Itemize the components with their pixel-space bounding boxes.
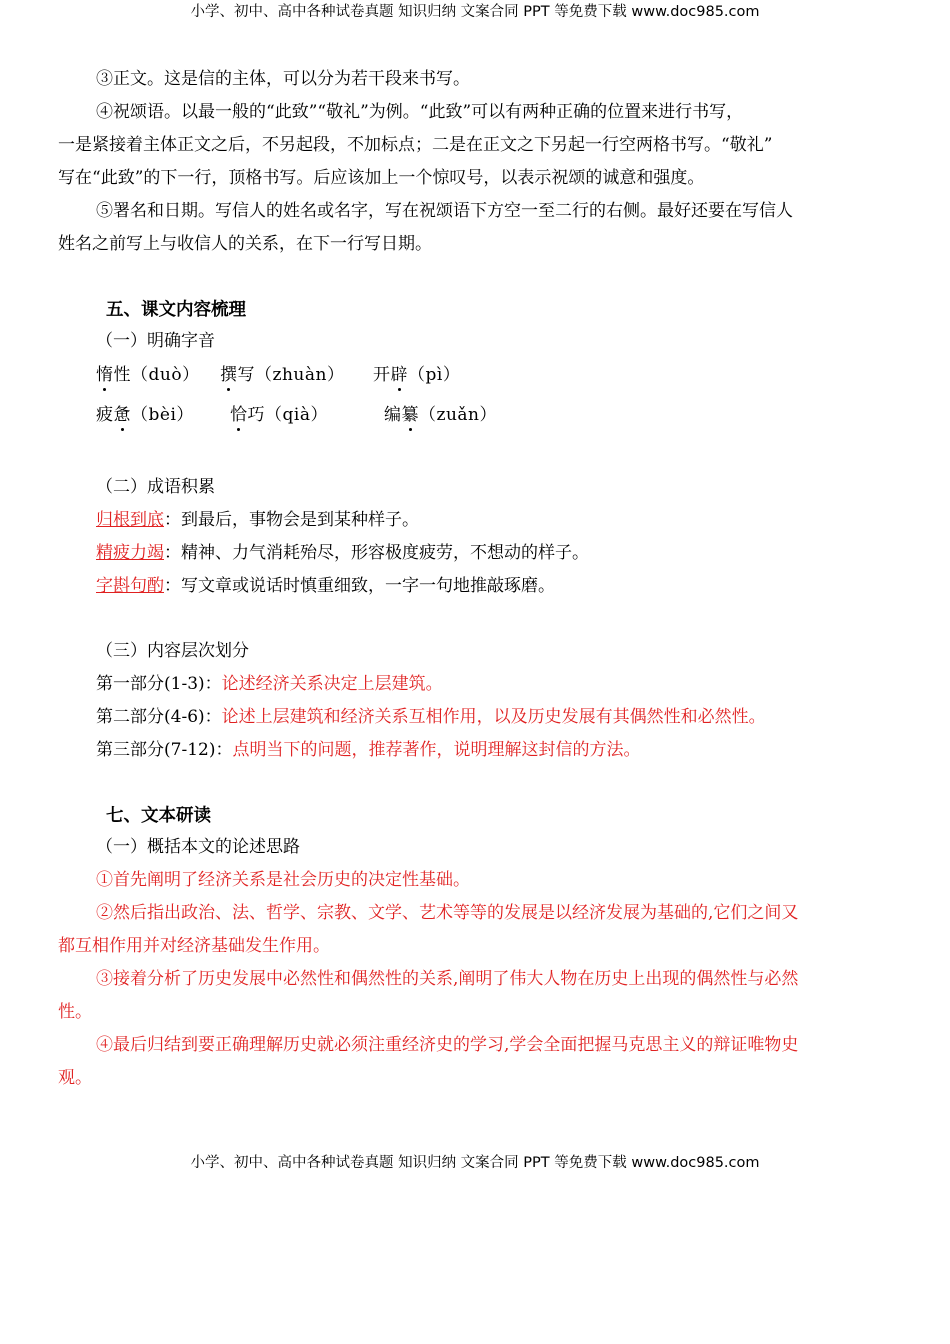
paragraph-salutation-line1: ④祝颂语。以最一般的“此致”“敬礼”为例。“此致”可以有两种正确的位置来进行书写， (96, 102, 744, 122)
structure-subtitle: （三）内容层次划分 (96, 641, 249, 661)
argument-point-2-line1: ②然后指出政治、法、哲学、宗教、文学、艺术等等的发展是以经济发展为基础的,它们之间又 (96, 903, 799, 923)
argument-point-4-line2: 观。 (58, 1068, 92, 1088)
pronunciation-subtitle: （一）明确字音 (96, 331, 215, 351)
part-text: 点明当下的问题，推荐著作，说明理解这封信的方法。 (232, 740, 641, 760)
part-text: 论述经济关系决定上层建筑。 (221, 674, 443, 694)
emphasis-char: 撰 (220, 365, 238, 385)
argument-point-1: ①首先阐明了经济关系是社会历史的决定性基础。 (96, 870, 470, 890)
paragraph-salutation-line3: 写在“此致”的下一行，顶格书写。后应该加上一个惊叹号，以表示祝颂的诚意和强度。 (58, 168, 705, 188)
idiom-definition: ：到最后，事物会是到某种样子。 (164, 510, 419, 530)
emphasis-char: 惰 (96, 365, 114, 385)
part-text: 论述上层建筑和经济关系互相作用，以及历史发展有其偶然性和必然性。 (221, 707, 766, 727)
section5-title: 五、课文内容梳理 (106, 300, 246, 320)
section7-title: 七、文本研读 (106, 806, 211, 826)
pron-item-1: 惰性（duò） (96, 365, 200, 385)
idiom-definition: ：精神、力气消耗殆尽，形容极度疲劳，不想动的样子。 (164, 543, 589, 563)
pron-item-2: 撰写（zhuàn） (220, 365, 345, 385)
structure-part (96, 673, 443, 695)
part-label: 第二部分(4-6)： (96, 707, 222, 727)
idiom-definition: ：写文章或说话时慎重细致，一字一句地推敲琢磨。 (164, 576, 555, 596)
argument-point-4-line1: ④最后归结到要正确理解历史就必须注重经济史的学习,学会全面把握马克思主义的辩证唯物史 (96, 1035, 799, 1055)
argument-point-2-line2: 都互相作用并对经济基础发生作用。 (58, 936, 330, 956)
idiom-term: 精疲力竭 (96, 543, 164, 563)
pron-item-5: 恰巧（qià） (230, 405, 328, 425)
structure-part (96, 739, 640, 761)
paragraph-main-body: ③正文。这是信的主体，可以分为若干段来书写。 (96, 69, 470, 89)
idiom-item (96, 542, 589, 564)
pron-item-4: 疲惫（bèi） (96, 405, 194, 425)
structure-part (96, 706, 766, 728)
idioms-subtitle: （二）成语积累 (96, 477, 215, 497)
emphasis-char: 惫 (113, 405, 131, 425)
pron-item-6: 编纂（zuǎn） (384, 405, 497, 425)
emphasis-char: 恰 (230, 405, 248, 425)
pron-item-3: 开辟（pì） (373, 365, 461, 385)
argument-point-3-line2: 性。 (58, 1002, 92, 1022)
page-footer: 小学、初中、高中各种试卷真题 知识归纳 文案合同 PPT 等免费下载 www.doc985.com (190, 1155, 760, 1171)
emphasis-char: 辟 (390, 365, 408, 385)
page-header: 小学、初中、高中各种试卷真题 知识归纳 文案合同 PPT 等免费下载 www.doc985.com (190, 4, 760, 20)
paragraph-salutation-line2: 一是紧接着主体正文之后，不另起段，不加标点；二是在正文之下另起一行空两格书写。“敬礼” (58, 135, 773, 155)
idiom-term: 归根到底 (96, 510, 164, 530)
emphasis-char: 纂 (401, 405, 419, 425)
paragraph-signature-line2: 姓名之前写上与收信人的关系，在下一行写日期。 (58, 234, 432, 254)
paragraph-signature-line1: ⑤署名和日期。写信人的姓名或名字，写在祝颂语下方空一至二行的右侧。最好还要在写信人 (96, 201, 793, 221)
argument-subtitle: （一）概括本文的论述思路 (96, 837, 300, 857)
part-label: 第一部分(1-3)： (96, 674, 222, 694)
argument-point-3-line1: ③接着分析了历史发展中必然性和偶然性的关系,阐明了伟大人物在历史上出现的偶然性与必然 (96, 969, 799, 989)
part-label: 第三部分(7-12)： (96, 740, 233, 760)
idiom-term: 字斟句酌 (96, 576, 164, 596)
idiom-item (96, 575, 555, 597)
idiom-item (96, 509, 419, 531)
